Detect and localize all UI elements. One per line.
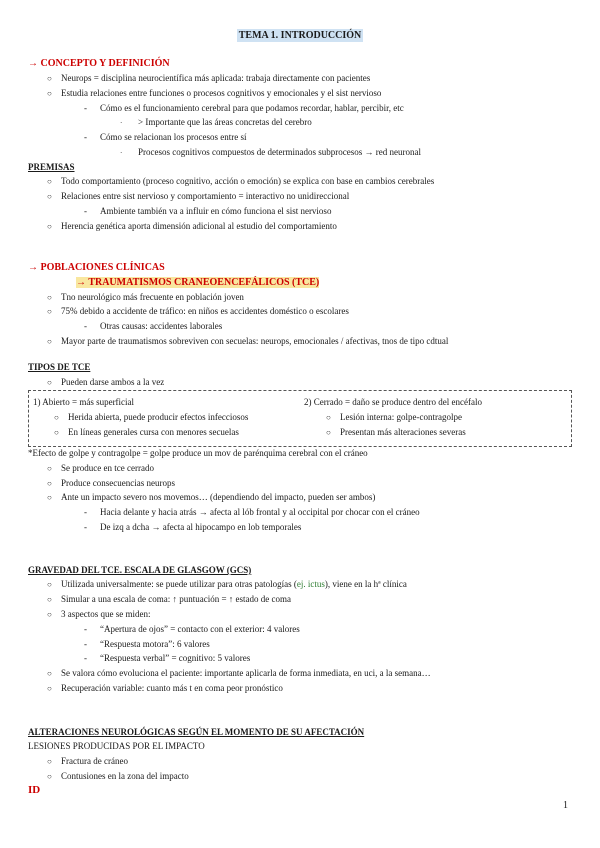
list-item: ○ Ante un impacto severo nos movemos… (dependiendo del impacto, pueden ser ambos) <box>47 492 376 502</box>
list-item: - De izq a dcha → afecta al hipocampo en lob temporales <box>84 522 302 532</box>
list-item: ○ En líneas generales cursa con menores secuelas <box>54 427 239 437</box>
list-item: ○ 75% debido a accidente de tráfico: en niños es accidentes doméstico o escolares <box>47 306 349 316</box>
list-item: ○ Se valora cómo evoluciona el paciente: importante aplicarla de forma inmediata, en uci, a la semana… <box>47 668 431 678</box>
section-heading-poblaciones: → POBLACIONES CLÍNICAS <box>28 262 165 273</box>
list-item: ○ Todo comportamiento (proceso cognitivo, acción o emoción) se explica con base en cambios cerebrales <box>47 176 435 186</box>
section-heading-concepto: → CONCEPTO Y DEFINICIÓN <box>28 58 170 69</box>
list-item: ○ Recuperación variable: cuanto más t en coma peor pronóstico <box>47 683 283 693</box>
page-title: TEMA 1. INTRODUCCIÓN <box>238 30 362 41</box>
list-item: ○ Fractura de cráneo <box>47 756 128 766</box>
list-item: ○ Herida abierta, puede producir efectos infecciosos <box>54 412 249 422</box>
list-item: ○ Se produce en tce cerrado <box>47 463 154 473</box>
id-mark: ID <box>28 784 41 796</box>
section-heading-premisas: PREMISAS <box>28 162 75 172</box>
section-heading-alteraciones: ALTERACIONES NEUROLÓGICAS SEGÚN EL MOMENTO DE SU AFECTACIÓN <box>28 727 365 737</box>
ictus-link[interactable]: ej. ictus <box>296 579 325 589</box>
list-item: ○ 3 aspectos que se miden: <box>47 609 151 619</box>
list-item: ○ Lesión interna: golpe-contragolpe <box>326 412 462 422</box>
list-item: ○ Utilizada universalmente: se puede utilizar para otras patologías (ej. ictus), viene en la hª clínica <box>47 579 407 589</box>
list-item: ○ Contusiones en la zona del impacto <box>47 771 189 781</box>
list-item: - Hacia delante y hacia atrás → afecta al lób frontal y al occipital por chocar con el cráneo <box>84 507 420 517</box>
list-item: - “Respuesta motora”: 6 valores <box>84 639 210 649</box>
list-item: - Otras causas: accidentes laborales <box>84 321 223 331</box>
list-item: ○ Estudia relaciones entre funciones o procesos cognitivos y emocionales y el sist nervioso <box>47 88 382 98</box>
subsection-heading-lesiones: LESIONES PRODUCIDAS POR EL IMPACTO <box>28 741 205 751</box>
list-item: ○ Produce consecuencias neurops <box>47 478 175 488</box>
subsection-heading-tce: → TRAUMATISMOS CRANEOENCEFÁLICOS (TCE) <box>76 277 320 288</box>
list-item: ○ Mayor parte de traumatismos sobreviven con secuelas: neurops, emocionales / afectivas, tnos de tipo cdtual <box>47 336 449 346</box>
section-heading-tipos: TIPOS DE TCE <box>28 362 91 372</box>
list-item: ○ Simular a una escala de coma: ↑ puntuación = ↑ estado de coma <box>47 594 291 604</box>
list-item: ○ Relaciones entre sist nervioso y comportamiento = interactivo no unidireccional <box>47 191 350 201</box>
list-item: ○ Neurops = disciplina neurocientífica más aplicada: trabaja directamente con pacientes <box>47 73 371 83</box>
list-item: ○ Tno neurológico más frecuente en población joven <box>47 292 244 302</box>
section-heading-gravedad: GRAVEDAD DEL TCE. ESCALA DE GLASGOW (GCS) <box>28 565 252 575</box>
list-item: ○ Pueden darse ambos a la vez <box>47 377 165 387</box>
list-item: - “Apertura de ojos” = contacto con el exterior: 4 valores <box>84 624 300 634</box>
tce-open-title: 1) Abierto = más superficial <box>33 397 135 407</box>
list-item: - Ambiente también va a influir en cómo funciona el sist nervioso <box>84 206 332 216</box>
tce-closed-title: 2) Cerrado = daño se produce dentro del encéfalo <box>304 397 483 407</box>
list-item: - Cómo se relacionan los procesos entre sí <box>84 132 247 142</box>
list-item: ○ Herencia genética aporta dimensión adicional al estudio del comportamiento <box>47 221 337 231</box>
list-item: - “Respuesta verbal” = cognitivo: 5 valores <box>84 653 251 663</box>
efecto-note: *Efecto de golpe y contragolpe = golpe produce un mov de parénquima cerebral con el cráneo <box>28 448 368 458</box>
list-item: · > Importante que las áreas concretas del cerebro <box>120 117 312 127</box>
page-number: 1 <box>563 800 568 811</box>
list-item: · Procesos cognitivos compuestos de determinados subprocesos → red neuronal <box>120 147 421 157</box>
list-item: ○ Presentan más alteraciones severas <box>326 427 466 437</box>
list-item: - Cómo es el funcionamiento cerebral para que podamos recordar, hablar, percibir, etc <box>84 103 404 113</box>
